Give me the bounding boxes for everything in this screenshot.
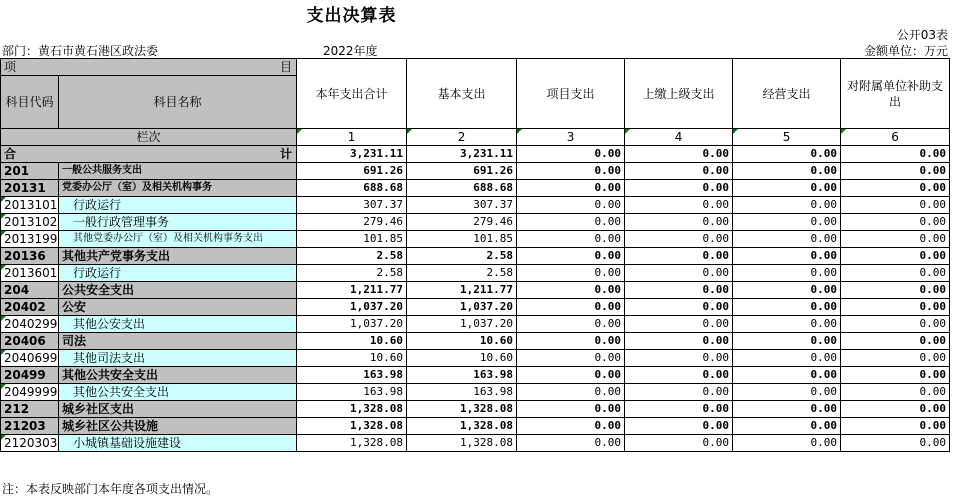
column-index-label: 栏次: [1, 129, 297, 146]
amount-cell: 2.58: [297, 265, 407, 282]
subject-name: 一般公共服务支出: [59, 163, 297, 180]
fiscal-year: 2022年度: [323, 44, 378, 58]
amount-cell: 0.00: [625, 180, 733, 197]
subject-name: 其他公共安全支出: [59, 367, 297, 384]
amount-cell: 0.00: [625, 248, 733, 265]
amount-cell: 0.00: [841, 333, 950, 350]
subject-code: 20402: [1, 299, 59, 316]
table-row: [1, 316, 950, 333]
amount-cell: 0.00: [625, 333, 733, 350]
amount-cell: 0.00: [733, 180, 841, 197]
amount-cell: 0.00: [841, 231, 950, 248]
amount-cell: 0.00: [841, 401, 950, 418]
subject-name: 公安: [59, 299, 297, 316]
col-index-6: 6: [841, 129, 950, 146]
subject-name: 党委办公厅（室）及相关机构事务: [59, 180, 297, 197]
department-label: 部门：黄石市黄石港区政法委: [2, 44, 159, 58]
amount-cell: 0.00: [841, 384, 950, 401]
amount-cell: 1,328.08: [297, 401, 407, 418]
amount-cell: 0.00: [625, 282, 733, 299]
amount-cell: 0.00: [841, 282, 950, 299]
amount-cell: 0.00: [517, 333, 625, 350]
amount-cell: 0.00: [733, 231, 841, 248]
table-row: [1, 197, 950, 214]
table-row: [1, 435, 950, 452]
subject-name: 其他党委办公厅（室）及相关机构事务支出: [59, 231, 297, 248]
amount-cell: 307.37: [297, 197, 407, 214]
subject-name: 一般行政管理事务: [59, 214, 297, 231]
amount-cell: 0.00: [733, 418, 841, 435]
col-index-3: 3: [517, 129, 625, 146]
amount-cell: 0.00: [517, 435, 625, 452]
table-row: [1, 350, 950, 367]
amount-cell: 2.58: [407, 248, 517, 265]
amount-cell: 0.00: [517, 299, 625, 316]
amount-cell: 0.00: [733, 401, 841, 418]
amount-cell: 0.00: [517, 180, 625, 197]
table-row: [1, 367, 950, 384]
amount-cell: 0.00: [625, 384, 733, 401]
table-body: [1, 163, 950, 452]
table-row: [1, 231, 950, 248]
header-item-left: 项: [4, 60, 17, 74]
subject-name: 其他共产党事务支出: [59, 248, 297, 265]
col-header-subsidy: 对附属单位补助支出: [841, 59, 950, 129]
total-value: 0.00: [733, 146, 841, 163]
form-code: 公开03表: [896, 28, 948, 42]
amount-cell: 1,211.77: [297, 282, 407, 299]
table-row: [1, 333, 950, 350]
amount-cell: 0.00: [517, 282, 625, 299]
subject-code: 212: [1, 401, 59, 418]
col-header-total: 本年支出合计: [297, 59, 407, 129]
header-item: [1, 59, 297, 76]
amount-cell: 0.00: [733, 299, 841, 316]
amount-cell: 1,211.77: [407, 282, 517, 299]
subject-code: 20136: [1, 248, 59, 265]
amount-cell: 163.98: [297, 367, 407, 384]
amount-cell: 2.58: [407, 265, 517, 282]
subject-name: 小城镇基础设施建设: [59, 435, 297, 452]
subject-name: 公共安全支出: [59, 282, 297, 299]
amount-cell: 0.00: [517, 316, 625, 333]
amount-cell: 1,328.08: [407, 418, 517, 435]
table-row: [1, 214, 950, 231]
amount-cell: 0.00: [625, 214, 733, 231]
amount-cell: 163.98: [297, 384, 407, 401]
amount-cell: 0.00: [625, 350, 733, 367]
subject-code: 2040299: [1, 316, 59, 333]
col-index-5: 5: [733, 129, 841, 146]
amount-cell: 0.00: [625, 197, 733, 214]
col-header-remit: 上缴上级支出: [625, 59, 733, 129]
amount-cell: 0.00: [841, 367, 950, 384]
amount-cell: 0.00: [841, 316, 950, 333]
amount-cell: 0.00: [841, 197, 950, 214]
col-header-project: 项目支出: [517, 59, 625, 129]
subject-name: 其他公共安全支出: [59, 384, 297, 401]
amount-cell: 0.00: [625, 401, 733, 418]
amount-cell: 0.00: [841, 248, 950, 265]
amount-cell: 0.00: [625, 435, 733, 452]
amount-cell: 0.00: [733, 316, 841, 333]
subject-code: 2120303: [1, 435, 59, 452]
col-index-2: 2: [407, 129, 517, 146]
subject-code: 2013199: [1, 231, 59, 248]
amount-cell: 691.26: [407, 163, 517, 180]
subject-code: 20406: [1, 333, 59, 350]
subject-code: 20131: [1, 180, 59, 197]
amount-cell: 0.00: [517, 265, 625, 282]
amount-cell: 307.37: [407, 197, 517, 214]
amount-cell: 0.00: [841, 214, 950, 231]
col-index-1: 1: [297, 129, 407, 146]
total-value: 0.00: [841, 146, 950, 163]
table-row: [1, 401, 950, 418]
amount-cell: 0.00: [517, 248, 625, 265]
total-value: 0.00: [625, 146, 733, 163]
amount-cell: 0.00: [517, 214, 625, 231]
subject-code: 2040699: [1, 350, 59, 367]
amount-cell: 0.00: [517, 401, 625, 418]
expenditure-table: [0, 58, 950, 452]
amount-cell: 279.46: [407, 214, 517, 231]
amount-cell: 279.46: [297, 214, 407, 231]
total-row: [1, 146, 950, 163]
amount-cell: 10.60: [407, 333, 517, 350]
total-value: 3,231.11: [297, 146, 407, 163]
subject-code: 21203: [1, 418, 59, 435]
total-value: 3,231.11: [407, 146, 517, 163]
amount-cell: 691.26: [297, 163, 407, 180]
amount-cell: 0.00: [625, 418, 733, 435]
amount-cell: 0.00: [733, 163, 841, 180]
amount-cell: 10.60: [297, 350, 407, 367]
amount-cell: 0.00: [517, 163, 625, 180]
report-title: 支出决算表: [306, 6, 397, 26]
table-row: [1, 282, 950, 299]
table-row: [1, 384, 950, 401]
amount-cell: 0.00: [517, 418, 625, 435]
amount-cell: 0.00: [625, 265, 733, 282]
subject-code: 204: [1, 282, 59, 299]
subject-code: 20499: [1, 367, 59, 384]
subject-name: 城乡社区公共设施: [59, 418, 297, 435]
amount-cell: 0.00: [733, 333, 841, 350]
col-header-basic: 基本支出: [407, 59, 517, 129]
amount-cell: 0.00: [841, 350, 950, 367]
subject-name: 行政运行: [59, 197, 297, 214]
subject-code: 2049999: [1, 384, 59, 401]
subject-name: 其他司法支出: [59, 350, 297, 367]
amount-unit: 金额单位：万元: [863, 44, 948, 58]
amount-cell: 1,328.08: [407, 401, 517, 418]
amount-cell: 0.00: [517, 350, 625, 367]
total-value: 0.00: [517, 146, 625, 163]
amount-cell: 0.00: [841, 435, 950, 452]
amount-cell: 1,037.20: [297, 299, 407, 316]
table-row: [1, 299, 950, 316]
amount-cell: 0.00: [625, 231, 733, 248]
subject-name: 城乡社区支出: [59, 401, 297, 418]
table-row: [1, 418, 950, 435]
amount-cell: 0.00: [733, 265, 841, 282]
amount-cell: 0.00: [733, 197, 841, 214]
subject-name: 司法: [59, 333, 297, 350]
amount-cell: 0.00: [841, 163, 950, 180]
subject-name: 其他公安支出: [59, 316, 297, 333]
amount-cell: 0.00: [625, 299, 733, 316]
amount-cell: 2.58: [297, 248, 407, 265]
col-index-4: 4: [625, 129, 733, 146]
amount-cell: 10.60: [297, 333, 407, 350]
subject-code: 2013102: [1, 214, 59, 231]
amount-cell: 0.00: [733, 248, 841, 265]
amount-cell: 0.00: [841, 418, 950, 435]
amount-cell: 1,328.08: [297, 418, 407, 435]
amount-cell: 1,037.20: [407, 299, 517, 316]
amount-cell: 0.00: [733, 350, 841, 367]
amount-cell: 0.00: [841, 180, 950, 197]
amount-cell: 0.00: [625, 163, 733, 180]
amount-cell: 0.00: [625, 316, 733, 333]
amount-cell: 0.00: [517, 231, 625, 248]
amount-cell: 688.68: [297, 180, 407, 197]
header-item-right: 目: [280, 60, 293, 74]
total-label: 合 计: [1, 146, 297, 163]
amount-cell: 0.00: [517, 384, 625, 401]
amount-cell: 688.68: [407, 180, 517, 197]
amount-cell: 0.00: [733, 367, 841, 384]
table-row: [1, 248, 950, 265]
amount-cell: 163.98: [407, 384, 517, 401]
header-code: 科目代码: [1, 76, 59, 129]
amount-cell: 1,037.20: [407, 316, 517, 333]
table-row: [1, 180, 950, 197]
amount-cell: 0.00: [733, 282, 841, 299]
amount-cell: 10.60: [407, 350, 517, 367]
amount-cell: 0.00: [841, 265, 950, 282]
subject-code: 2013101: [1, 197, 59, 214]
amount-cell: 101.85: [407, 231, 517, 248]
footnote: 注：本表反映部门本年度各项支出情况。: [2, 482, 219, 496]
table-row: [1, 265, 950, 282]
amount-cell: 0.00: [733, 435, 841, 452]
subject-name: 行政运行: [59, 265, 297, 282]
amount-cell: 0.00: [517, 197, 625, 214]
amount-cell: 0.00: [517, 367, 625, 384]
amount-cell: 1,328.08: [297, 435, 407, 452]
table-row: [1, 163, 950, 180]
amount-cell: 101.85: [297, 231, 407, 248]
amount-cell: 1,037.20: [297, 316, 407, 333]
col-header-operating: 经营支出: [733, 59, 841, 129]
subject-code: 201: [1, 163, 59, 180]
subject-code: 2013601: [1, 265, 59, 282]
amount-cell: 1,328.08: [407, 435, 517, 452]
amount-cell: 0.00: [625, 367, 733, 384]
amount-cell: 163.98: [407, 367, 517, 384]
header-name: 科目名称: [59, 76, 297, 129]
amount-cell: 0.00: [733, 214, 841, 231]
amount-cell: 0.00: [733, 384, 841, 401]
amount-cell: 0.00: [841, 299, 950, 316]
